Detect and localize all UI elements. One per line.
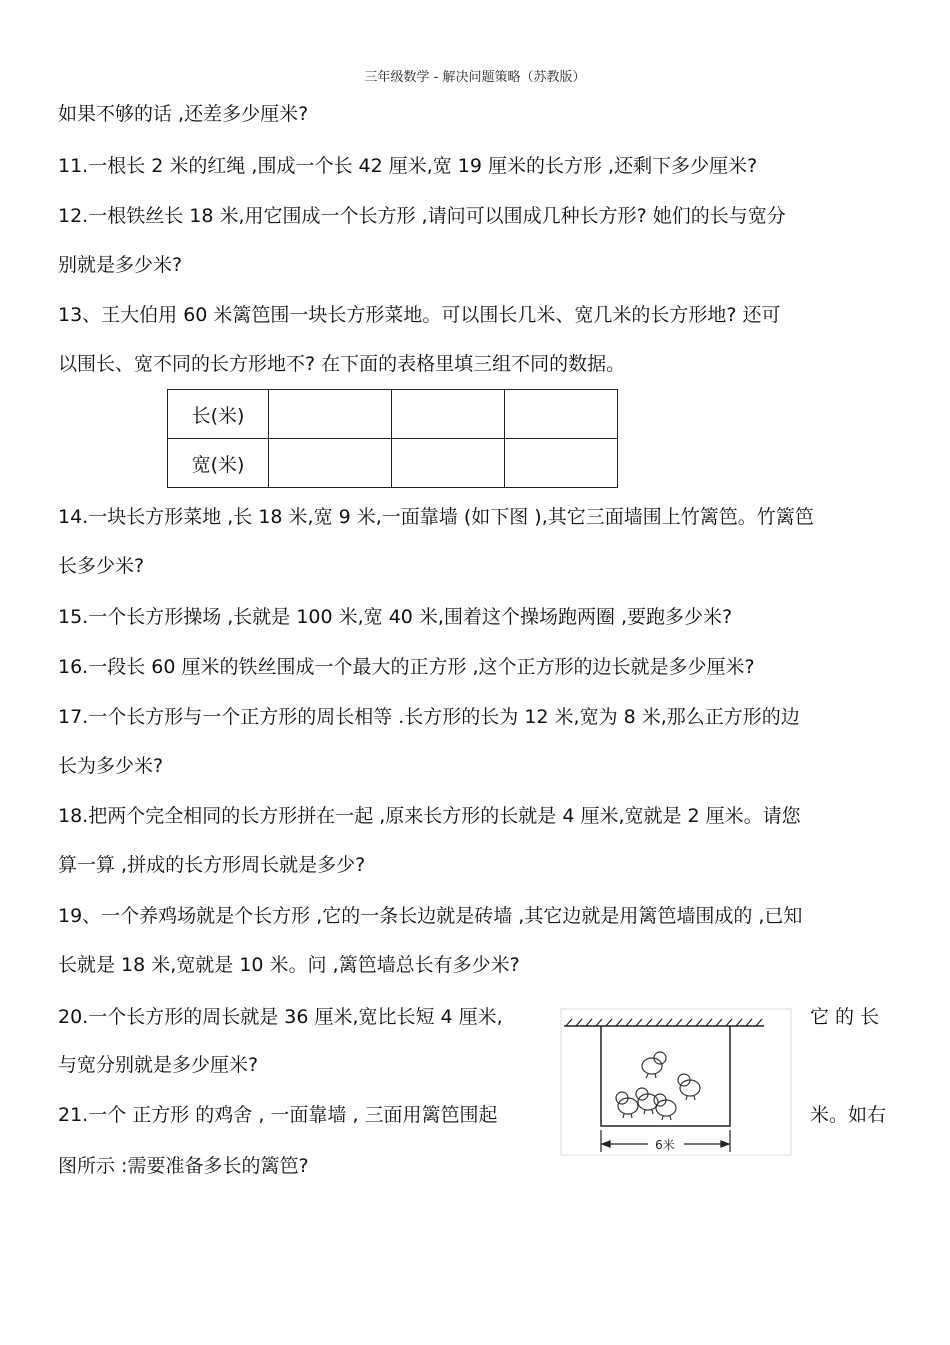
answer-table — [167, 389, 618, 488]
question-13-cont: 以围长、宽不同的长方形地不? 在下面的表格里填三组不同的数据。 — [58, 353, 626, 375]
table-cell[interactable] — [392, 439, 505, 488]
question-21: 21.一个 正方形 的鸡舍 , 一面靠墙 , 三面用篱笆围起 — [58, 1104, 498, 1126]
question-18-cont: 算一算 ,拼成的长方形周长就是多少? — [58, 854, 366, 876]
question-17: 17.一个长方形与一个正方形的周长相等 .长方形的长为 12 米,宽为 8 米,那么正方形的边 — [58, 706, 800, 728]
figure-frame — [561, 1009, 791, 1155]
chick-icon — [636, 1088, 658, 1114]
question-15: 15.一个长方形操场 ,长就是 100 米,宽 40 米,围着这个操场跑两圈 ,要跑多少米? — [58, 606, 733, 628]
table-row — [168, 439, 618, 488]
chicken-coop-figure — [560, 1008, 792, 1160]
table-cell[interactable] — [505, 439, 618, 488]
question-18: 18.把两个完全相同的长方形拼在一起 ,原来长方形的长就是 4 厘米,宽就是 2 厘米。请您 — [58, 805, 801, 827]
chick-icon — [678, 1074, 700, 1100]
question-19: 19、一个养鸡场就是个长方形 ,它的一条长边就是砖墙 ,其它边就是用篱笆墙围成的 ,已知 — [58, 905, 803, 927]
table-cell[interactable] — [505, 390, 618, 439]
chick-icon — [616, 1092, 638, 1118]
question-17-cont: 长为多少米? — [58, 755, 164, 777]
chick-icon — [642, 1052, 666, 1078]
question-14-cont: 长多少米? — [58, 555, 145, 577]
table-header-length: 长(米) — [168, 390, 269, 439]
question-19-cont: 长就是 18 米,宽就是 10 米。问 ,篱笆墙总长有多少米? — [58, 954, 520, 976]
question-20: 20.一个长方形的周长就是 36 厘米,宽比长短 4 厘米, — [58, 1006, 503, 1028]
table-header-width: 宽(米) — [168, 439, 269, 488]
question-14: 14.一块长方形菜地 ,长 18 米,宽 9 米,一面靠墙 (如下图 ),其它三面墙围上竹篱笆。竹篱笆 — [58, 506, 814, 528]
question-12: 12.一根铁丝长 18 米,用它围成一个长方形 ,请问可以围成几种长方形? 她们的长与宽分 — [58, 205, 786, 227]
table-cell[interactable] — [269, 439, 392, 488]
page-header: 三年级数学 - 解决问题策略（苏教版） — [364, 70, 586, 85]
question-20-right: 它 的 长 — [810, 1006, 880, 1028]
question-13: 13、王大伯用 60 米篱笆围一块长方形菜地。可以围长几米、宽几米的长方形地? 还可 — [58, 304, 781, 326]
table-row — [168, 390, 618, 439]
question-21-cont: 图所示 :需要准备多长的篱笆? — [58, 1155, 309, 1177]
question-16: 16.一段长 60 厘米的铁丝围成一个最大的正方形 ,这个正方形的边长就是多少厘米? — [58, 656, 755, 678]
chicken-coop-diagram — [560, 1008, 792, 1156]
question-12-cont: 别就是多少米? — [58, 254, 183, 276]
question-line: 如果不够的话 ,还差多少厘米? — [58, 103, 309, 125]
table-cell[interactable] — [269, 390, 392, 439]
question-20-cont: 与宽分别就是多少厘米? — [58, 1054, 259, 1076]
table-cell[interactable] — [392, 390, 505, 439]
question-11: 11.一根长 2 米的红绳 ,围成一个长 42 厘米,宽 19 厘米的长方形 ,还剩下多少厘米? — [58, 155, 758, 177]
question-21-right: 米。如右 — [810, 1104, 887, 1126]
wall — [564, 1019, 764, 1026]
dimension-label: 6米 — [655, 1138, 675, 1152]
